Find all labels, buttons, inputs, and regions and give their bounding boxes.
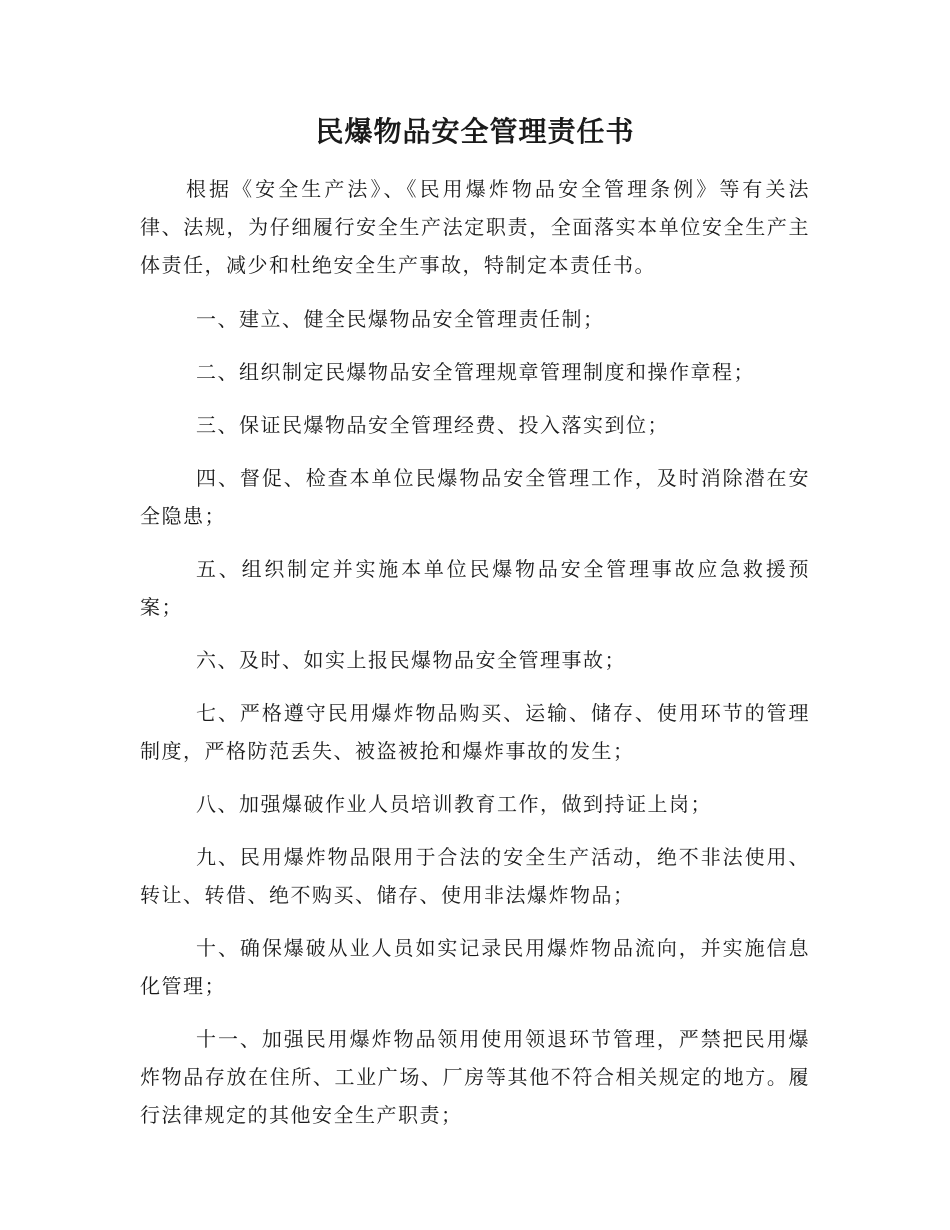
intro-paragraph: 根据《安全生产法》、《民用爆炸物品安全管理条例》等有关法律、法规，为仔细履行安全生产法定职责，全面落实本单位安全生产主体责任，减少和杜绝安全生产事故，特制定本责任书。 [140,177,810,277]
clause-2: 二、组织制定民爆物品安全管理规章管理制度和操作章程； [196,360,755,384]
document-title: 民爆物品安全管理责任书 [315,115,635,148]
clause-3: 三、保证民爆物品安全管理经费、投入落实到位； [196,413,669,437]
clause-10: 十、确保爆破从业人员如实记录民用爆炸物品流向，并实施信息化管理； [140,936,810,998]
clause-7: 七、严格遵守民用爆炸物品购买、运输、储存、使用环节的管理制度，严格防范丢失、被盗被抢和爆炸事故的发生； [140,701,810,763]
clause-6: 六、及时、如实上报民爆物品安全管理事故； [196,648,626,672]
clause-5: 五、组织制定并实施本单位民爆物品安全管理事故应急救援预案； [140,557,810,619]
document-page [140,108,810,1149]
clause-1: 一、建立、健全民爆物品安全管理责任制； [196,307,605,331]
clause-11: 十一、加强民用爆炸物品领用使用领退环节管理，严禁把民用爆炸物品存放在住所、工业广场、厂房等其他不符合相关规定的地方。履行法律规定的其他安全生产职责； [140,1027,810,1127]
clause-4: 四、督促、检查本单位民爆物品安全管理工作，及时消除潜在安全隐患； [140,466,810,528]
clause-8: 八、加强爆破作业人员培训教育工作，做到持证上岗； [196,792,712,816]
clause-9: 九、民用爆炸物品限用于合法的安全生产活动，绝不非法使用、转让、转借、绝不购买、储存、使用非法爆炸物品； [140,845,810,907]
